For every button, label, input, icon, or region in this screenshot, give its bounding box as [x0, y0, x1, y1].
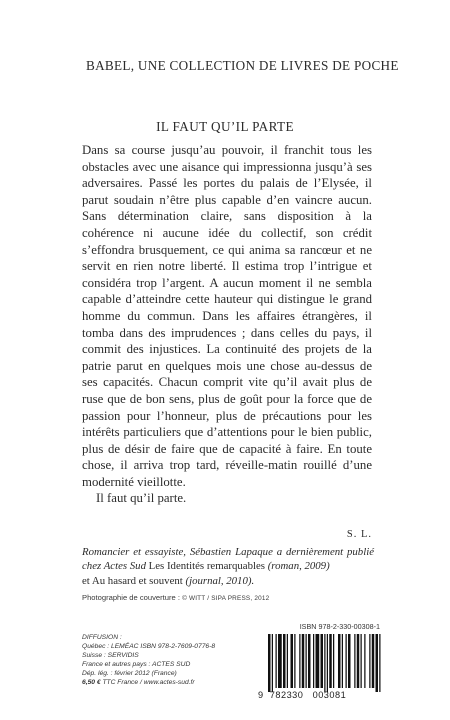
barcode-bar — [338, 634, 341, 688]
barcode-bar — [321, 634, 324, 688]
barcode-bar — [348, 634, 351, 688]
barcode-bar — [283, 634, 286, 688]
barcode-bar — [276, 634, 277, 688]
series-heading: BABEL, UNE COLLECTION DE LIVRES DE POCHE — [86, 58, 399, 73]
barcode-bar — [278, 634, 282, 688]
barcode-bar — [372, 634, 375, 688]
barcode-bar — [313, 634, 314, 688]
barcode-bar — [324, 634, 325, 692]
price-line — [82, 678, 262, 687]
photo-credit — [82, 593, 382, 602]
distribution-line: Suisse : SERVIDIS — [82, 652, 139, 660]
barcode-bar — [354, 634, 355, 688]
bio-book-1: Les Identités remarquables — [148, 560, 265, 573]
bio-book-2: Au hasard et souvent — [91, 574, 183, 587]
barcode-bar — [294, 634, 295, 688]
distribution-line: Québec : LEMÉAC ISBN 978-2-7609-0776-8 — [82, 643, 216, 651]
barcode-bar — [376, 634, 379, 692]
barcode-first-digit: 9 — [258, 690, 264, 700]
barcode-bar — [361, 634, 362, 688]
distribution-block — [82, 633, 262, 688]
author-initials: S. L. — [346, 529, 372, 540]
barcode-bar — [364, 634, 365, 688]
closing-line: Il faut qu’il parte. — [96, 491, 187, 506]
bio-intro: Romancier et essayiste, Sébastien Lapaque a dernièrement publié chez Actes Sud — [82, 546, 374, 573]
author-bio — [82, 545, 374, 588]
barcode-bar — [327, 634, 328, 692]
barcode — [258, 634, 382, 692]
barcode-bar — [316, 634, 320, 688]
barcode-bar — [342, 634, 343, 688]
barcode-group-1: 782330 — [269, 690, 304, 700]
barcode-bar — [302, 634, 305, 688]
barcode-group-2: 003081 — [312, 690, 347, 700]
bio-connector: et — [82, 574, 90, 587]
barcode-bar — [333, 634, 334, 688]
blurb-text — [82, 142, 372, 507]
distribution-heading: DIFFUSION : — [82, 634, 122, 641]
photo-credit-value: © WITT / SIPA PRESS, 2012 — [182, 595, 270, 602]
barcode-bar — [357, 634, 360, 688]
barcode-bar — [272, 634, 273, 692]
blurb-paragraph: Dans sa course jusqu’au pouvoir, il franchit tous les obstacles avec une aisance qui impressionna jusqu’à ses adversaires. Passé les portes du palais de l’Elysée, il parut soudain n’être plus capable d’en vaincre aucun. Sans détermination claire, sans disposition à la cohérence ni aucune idée du collectif, son crédit s’effondra brusquement, ce qui anima sa rancœur et ne servit en rien notre liberté. Il estima trop l’intrigue et considéra trop l’argent. A aucun moment il ne sembla capable d’atteindre cette hauteur qui distingue le grand homme du commun. Dans les affaires étrangères, il tomba dans des imprudences ; dans celles du pays, il commit des injustices. La continuité des projets de la patrie parut en quelques mois une chose au-dessus de ses capacités. Chacun comprit vite qu’il avait plus de ruse que de bon sens, plus de goût pour la force que de passion pour l’honneur, plus de précautions pour les intérêts particuliers que d’attentions pour le bien public, plus de désir de faire que de capacité à faire. En toute chose, il arriva trop tard, réveille-matin rouillé d’une modernité vieillotte. — [82, 143, 372, 489]
barcode-bar — [287, 634, 288, 688]
price: 6,50 € — [82, 679, 101, 687]
barcode-bar — [329, 634, 332, 688]
isbn-text: ISBN 978-2-330-00308-1 — [299, 622, 380, 631]
barcode-bar — [346, 634, 347, 688]
photo-credit-label: Photographie de couverture : — [82, 593, 180, 602]
barcode-graphic — [258, 634, 382, 692]
barcode-bar — [369, 634, 370, 688]
bio-book-1-note: (roman, 2009) — [267, 560, 330, 573]
book-title: IL FAUT QU’IL PARTE — [156, 119, 294, 134]
barcode-bar — [299, 634, 300, 688]
distribution-line: Dép. lég. : février 2012 (France) — [82, 670, 177, 678]
barcode-bar — [291, 634, 294, 688]
barcode-bar — [268, 634, 271, 692]
barcode-bar — [306, 634, 307, 688]
bio-book-2-note: (journal, 2010). — [185, 574, 255, 587]
barcode-bar — [308, 634, 311, 688]
price-rest: TTC France / www.actes-sud.fr — [102, 679, 195, 687]
barcode-digits — [258, 690, 382, 700]
distribution-line: France et autres pays : ACTES SUD — [82, 661, 191, 669]
barcode-bar — [379, 634, 380, 692]
